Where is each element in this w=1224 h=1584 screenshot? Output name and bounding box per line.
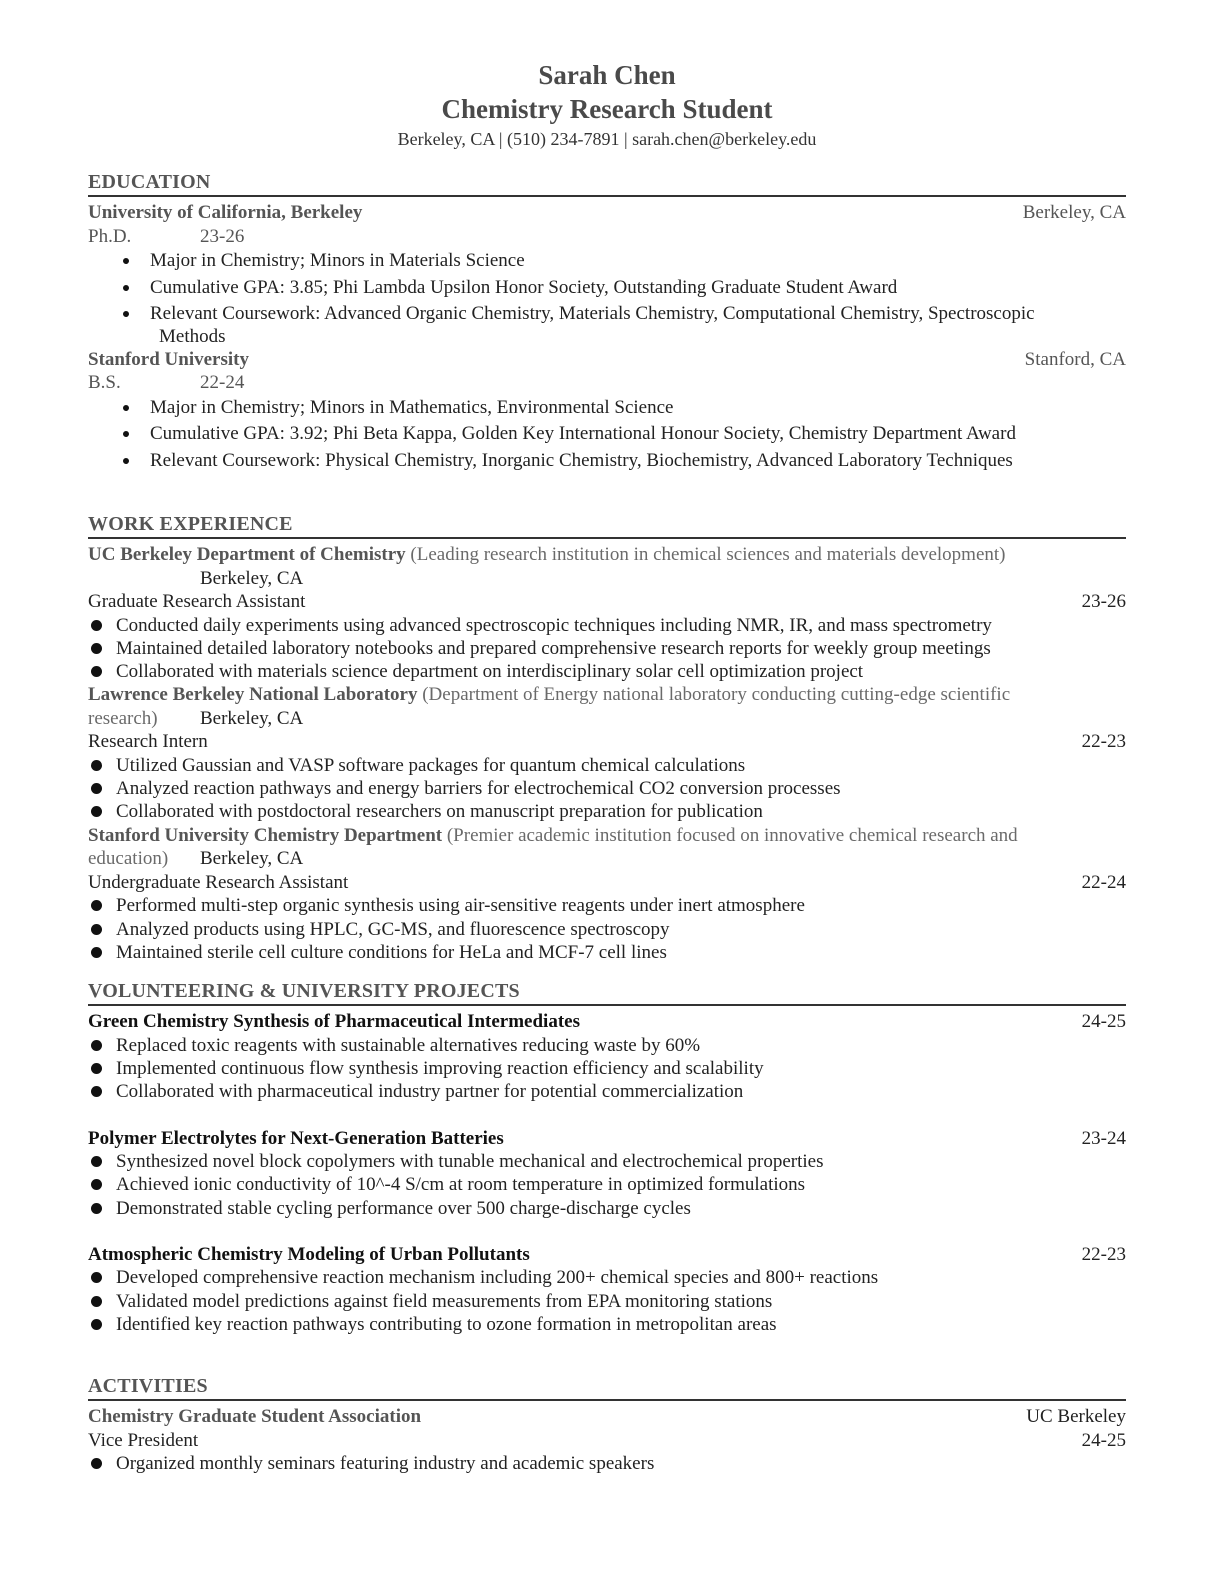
list-item: Validated model predictions against field measurements from EPA monitoring stations (88, 1290, 1126, 1313)
work-entry (88, 683, 1126, 823)
job-role: Research Intern (88, 731, 208, 753)
list-item: Performed multi-step organic synthesis using air-sensitive reagents under inert atmosphere (88, 894, 1126, 917)
org-name: UC Berkeley Department of Chemistry (88, 544, 406, 565)
job-bullets (88, 614, 1126, 684)
school-location: Stanford, CA (1024, 348, 1126, 370)
project-dates: 24-25 (1081, 1011, 1126, 1033)
list-item: Relevant Coursework: Advanced Organic Chemistry, Materials Chemistry, Computational Chemistry, Spectroscopic Methods (88, 301, 1126, 348)
activity-org: Chemistry Graduate Student Association (88, 1406, 422, 1428)
list-item: Implemented continuous flow synthesis improving reaction efficiency and scalability (88, 1057, 1126, 1080)
list-item: Synthesized novel block copolymers with tunable mechanical and electrochemical properties (88, 1150, 1126, 1173)
job-dates: 22-24 (1081, 871, 1126, 893)
list-item: Organized monthly seminars featuring industry and academic speakers (88, 1452, 1126, 1475)
project-title: Green Chemistry Synthesis of Pharmaceutical Intermediates (88, 1011, 580, 1033)
degree-dates: 23-26 (200, 225, 245, 247)
education-bullets (88, 248, 1126, 348)
school-name: University of California, Berkeley (88, 202, 363, 223)
list-item: Maintained sterile cell culture conditions for HeLa and MCF-7 cell lines (88, 941, 1126, 964)
activities-heading: ACTIVITIES (88, 1373, 1126, 1401)
list-item: Collaborated with pharmaceutical industry partner for potential commercialization (88, 1080, 1126, 1103)
education-bullets (88, 395, 1126, 475)
degree: Ph.D. (88, 225, 132, 247)
activity-entry (88, 1405, 1126, 1475)
list-item: Major in Chemistry; Minors in Materials Science (88, 248, 1126, 275)
job-role: Graduate Research Assistant (88, 591, 306, 612)
list-item: Analyzed products using HPLC, GC-MS, and fluorescence spectroscopy (88, 918, 1126, 941)
project-entry (88, 1243, 1126, 1336)
education-entry (88, 348, 1126, 475)
list-item: Maintained detailed laboratory notebooks and prepared comprehensive research reports for weekly group meetings (88, 637, 1126, 660)
org-description: (Leading research institution in chemical sciences and materials development) (405, 544, 1006, 565)
activity-bullets (88, 1452, 1126, 1475)
resume-page (88, 58, 1126, 1476)
list-item: Major in Chemistry; Minors in Mathematics, Environmental Science (88, 395, 1126, 422)
activity-location: UC Berkeley (1026, 1406, 1126, 1428)
list-item: Cumulative GPA: 3.92; Phi Beta Kappa, Golden Key International Honour Society, Chemistry Department Award (88, 421, 1126, 448)
org-name: Lawrence Berkeley National Laboratory (88, 684, 418, 706)
school-location: Berkeley, CA (1022, 202, 1126, 223)
degree-dates: 22-24 (200, 372, 245, 393)
candidate-title: Chemistry Research Student (441, 94, 773, 124)
contact-line: Berkeley, CA | (510) 234-7891 | sarah.chen@berkeley.edu (397, 129, 817, 149)
org-description: (Premier academic institution focused on innovative chemical research and (442, 824, 1018, 846)
org-description-tail: education) (88, 848, 169, 870)
education-heading: EDUCATION (88, 169, 1126, 197)
list-item: Utilized Gaussian and VASP software packages for quantum chemical calculations (88, 754, 1126, 777)
org-location: Berkeley, CA (200, 848, 304, 870)
list-item: Conducted daily experiments using advanced spectroscopic techniques including NMR, IR, and mass spectrometry (88, 614, 1126, 637)
list-item: Replaced toxic reagents with sustainable alternatives reducing waste by 60% (88, 1034, 1126, 1057)
work-entry (88, 824, 1126, 964)
school-name: Stanford University (88, 348, 249, 370)
list-item: Achieved ionic conductivity of 10^-4 S/cm at room temperature in optimized formulations (88, 1173, 1126, 1196)
org-location: Berkeley, CA (200, 707, 304, 729)
job-role: Undergraduate Research Assistant (88, 871, 349, 893)
list-item: Identified key reaction pathways contributing to ozone formation in metropolitan areas (88, 1313, 1126, 1336)
org-description: (Department of Energy national laboratory conducting cutting-edge scientific (417, 684, 1011, 706)
list-item: Cumulative GPA: 3.85; Phi Lambda Upsilon Honor Society, Outstanding Graduate Student Award (88, 275, 1126, 302)
education-entry (88, 201, 1126, 348)
job-bullets (88, 894, 1126, 964)
list-item: Relevant Coursework: Physical Chemistry, Inorganic Chemistry, Biochemistry, Advanced Laboratory Techniques (88, 448, 1126, 475)
job-dates: 23-26 (1081, 591, 1126, 612)
org-description-tail: research) (88, 707, 158, 729)
project-bullets (88, 1266, 1126, 1336)
list-item: Demonstrated stable cycling performance over 500 charge-discharge cycles (88, 1197, 1126, 1220)
project-title: Atmospheric Chemistry Modeling of Urban Pollutants (88, 1243, 530, 1265)
project-dates: 23-24 (1081, 1127, 1126, 1149)
list-item: Analyzed reaction pathways and energy barriers for electrochemical CO2 conversion processes (88, 777, 1126, 800)
org-name: Stanford University Chemistry Department (88, 824, 443, 846)
project-bullets (88, 1034, 1126, 1104)
work-heading: WORK EXPERIENCE (88, 511, 1126, 539)
job-bullets (88, 754, 1126, 824)
org-location: Berkeley, CA (200, 567, 304, 589)
projects-heading: VOLUNTEERING & UNIVERSITY PROJECTS (88, 978, 1126, 1006)
project-bullets (88, 1150, 1126, 1220)
activity-role: Vice President (88, 1429, 199, 1451)
degree: B.S. (88, 372, 121, 393)
project-dates: 22-23 (1081, 1243, 1126, 1265)
candidate-name: Sarah Chen (538, 60, 676, 90)
resume-header (88, 58, 1126, 152)
list-item: Collaborated with postdoctoral researchers on manuscript preparation for publication (88, 800, 1126, 823)
project-title: Polymer Electrolytes for Next-Generation Batteries (88, 1127, 504, 1149)
project-entry (88, 1010, 1126, 1103)
list-item: Collaborated with materials science department on interdisciplinary solar cell optimization project (88, 660, 1126, 683)
job-dates: 22-23 (1081, 731, 1126, 753)
activity-dates: 24-25 (1081, 1429, 1126, 1451)
project-entry (88, 1127, 1126, 1220)
list-item: Developed comprehensive reaction mechanism including 200+ chemical species and 800+ reactions (88, 1266, 1126, 1289)
work-entry (88, 543, 1126, 683)
